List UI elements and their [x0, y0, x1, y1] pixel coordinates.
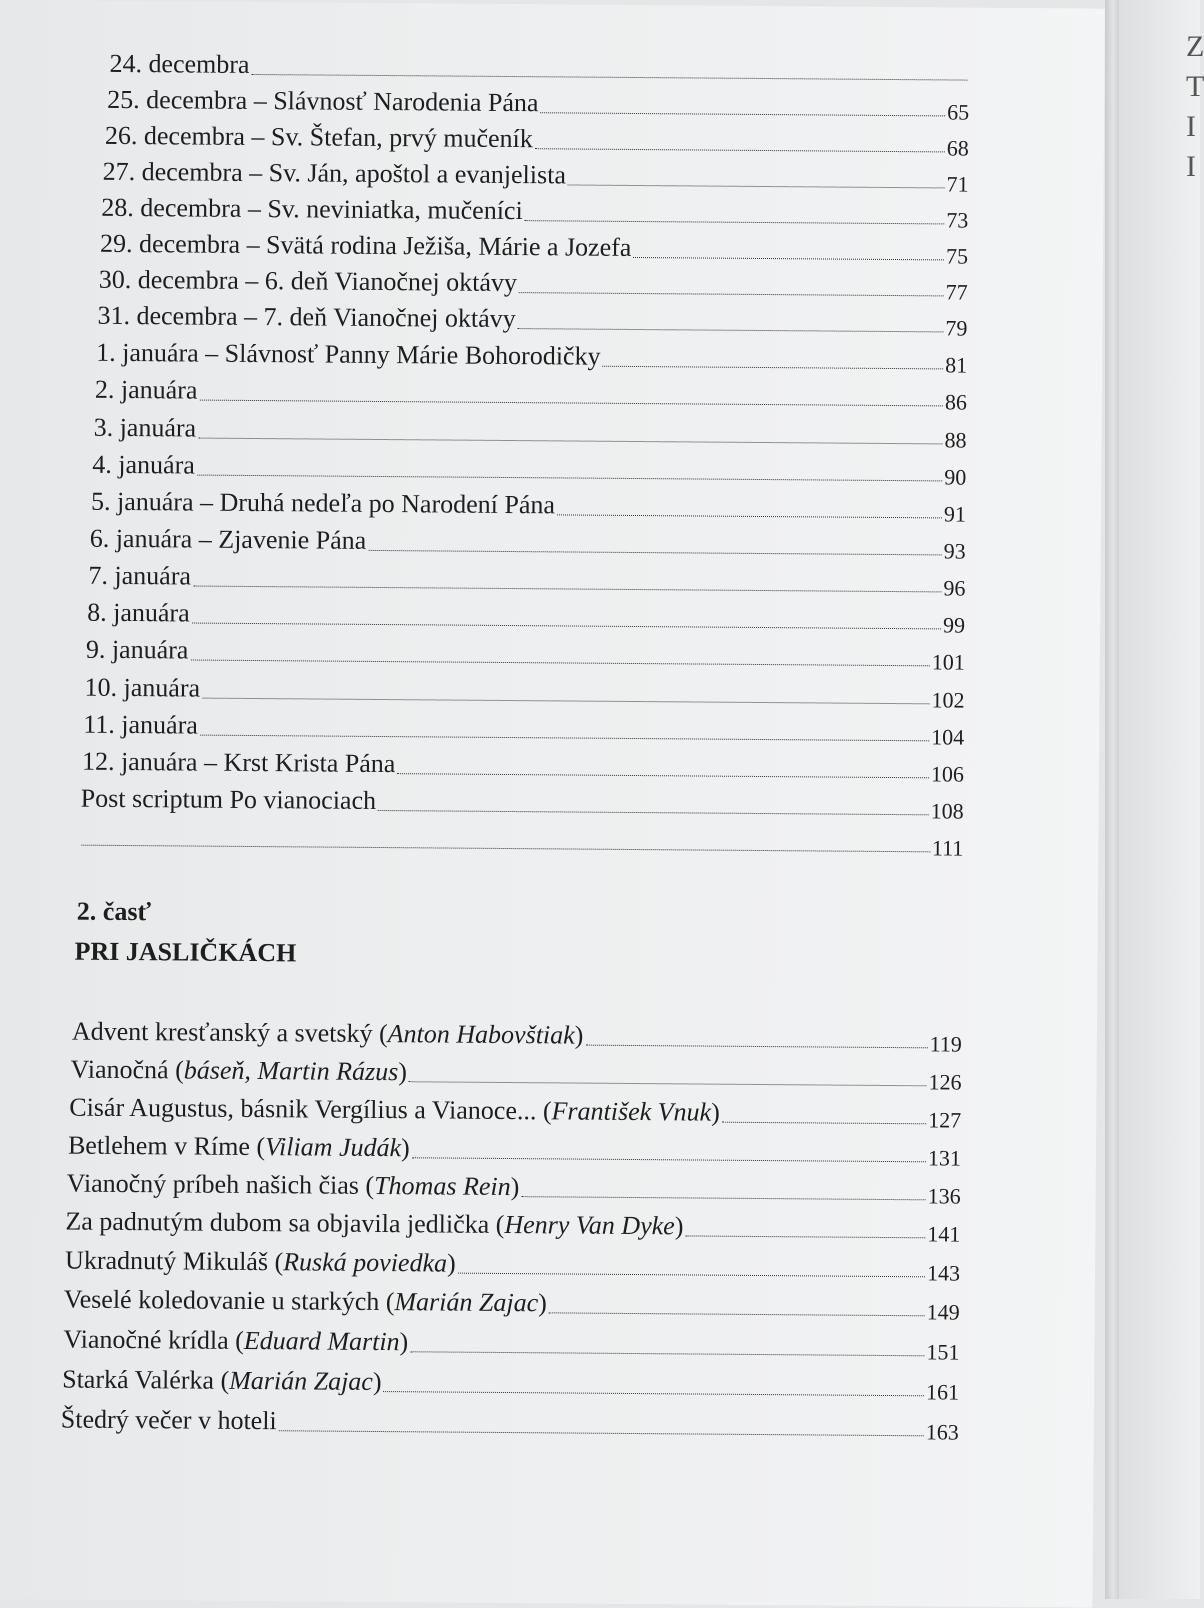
dot-leader [197, 475, 942, 482]
dot-leader [251, 74, 967, 81]
dot-leader [192, 623, 941, 630]
toc-entry-title: 27. decembra – Sv. Ján, apoštol a evanjelista [103, 157, 569, 191]
toc-entry-author: František Vnuk [551, 1096, 711, 1126]
toc-entry [94, 409, 967, 450]
toc-entry-page: 119 [928, 1029, 962, 1059]
toc-entry-title: Advent kresťanský a svetský (Anton Habovštiak) [72, 1017, 586, 1051]
toc-entry-page: 126 [926, 1067, 961, 1097]
toc-entry [107, 81, 969, 122]
next-page-glyph: I [1186, 150, 1196, 184]
toc-entry-page: 75 [944, 241, 968, 271]
toc-entry [88, 557, 965, 598]
toc-entry [70, 1051, 961, 1092]
toc-entry-page: 136 [926, 1181, 961, 1211]
part-label: 2. časť [77, 897, 151, 928]
toc-entry-title: 5. januára – Druhá nedeľa po Narodení Pána [91, 487, 557, 521]
toc-entry-page: 101 [930, 647, 965, 677]
toc-entry [68, 1127, 961, 1168]
toc-entry-page: 96 [941, 573, 965, 603]
toc-entry [82, 743, 964, 784]
toc-entry [62, 1361, 959, 1402]
dot-leader [722, 1122, 926, 1125]
dot-leader [397, 773, 929, 778]
toc-entry-title: Štedrý večer v hoteli [61, 1405, 279, 1437]
dot-leader [410, 1351, 924, 1356]
dot-leader [202, 698, 929, 705]
toc-entry-page: 86 [943, 387, 967, 417]
dot-leader [549, 1312, 925, 1316]
toc-entry [72, 1013, 962, 1054]
toc-entry [86, 631, 965, 672]
toc-entry [109, 45, 969, 86]
toc-entry [100, 225, 968, 266]
toc-entry-title: 12. januára – Krst Krista Pána [82, 747, 398, 779]
toc-entry [103, 153, 969, 194]
toc-entry [81, 780, 964, 821]
toc-entry-title: Ukradnutý Mikuláš (Ruská poviedka) [65, 1246, 458, 1279]
toc-entry-title: 1. januára – Slávnosť Panny Márie Bohorodičky [96, 338, 603, 372]
toc-entry [67, 1165, 961, 1206]
toc-entry-author: Anton Habovštiak [388, 1019, 575, 1049]
toc-entry-title: Vianočná (báseň, Martin Rázus) [70, 1055, 409, 1088]
toc-entry-page: 143 [925, 1258, 960, 1288]
toc-entry-page: 68 [945, 133, 969, 163]
dot-leader [458, 1273, 925, 1278]
toc-entry-author: báseň, Martin Rázus [184, 1055, 399, 1086]
toc-entry-page: 73 [944, 205, 968, 235]
toc-entry-author: Eduard Martin [244, 1326, 400, 1356]
toc-entry [96, 334, 967, 375]
toc-entry-author: Marián Zajac [229, 1366, 373, 1396]
toc-entry-page: 104 [929, 722, 964, 752]
toc-entry-page: 141 [925, 1219, 960, 1249]
toc-entry-page: 91 [942, 499, 966, 529]
toc-entry-title: 11. januára [83, 710, 200, 741]
dot-leader [198, 438, 942, 445]
toc-entry-author: Viliam Judák [265, 1132, 401, 1162]
next-page-glyph: I [1186, 110, 1196, 144]
dot-leader [585, 1045, 927, 1049]
toc-entry [92, 446, 966, 487]
dot-leader [279, 1430, 924, 1436]
toc-entry [83, 706, 964, 747]
toc-entry-title: Vianočné krídla (Eduard Martin) [63, 1325, 410, 1358]
toc-entry-page: 151 [924, 1337, 959, 1367]
toc-entry-title: 8. januára [87, 598, 192, 629]
toc-entry-title: Veselé koledovanie u starkých (Marián Zajac) [64, 1285, 549, 1319]
toc-entry [101, 189, 968, 230]
toc-entry [97, 297, 967, 338]
dot-leader [200, 735, 929, 742]
toc-entry-title: Vianočný príbeh našich čias (Thomas Rein) [67, 1169, 522, 1203]
toc-entry [63, 1321, 959, 1362]
toc-entry-page: 65 [945, 97, 969, 127]
toc-entry-title: 10. januára [84, 673, 202, 704]
toc-entry [87, 594, 965, 635]
dot-leader [199, 400, 942, 407]
toc-entry-title: 26. decembra – Sv. Štefan, prvý mučeník [105, 121, 535, 154]
toc-entry [69, 1089, 961, 1130]
dot-leader [384, 1391, 925, 1396]
dot-leader [193, 586, 941, 593]
toc-entry-page: 163 [924, 1417, 959, 1447]
next-page-glyph: T [1186, 70, 1204, 104]
toc-entry-title: Cisár Augustus, básnik Vergílius a Vianoce... (František Vnuk) [69, 1093, 722, 1128]
toc-entry-page: 161 [924, 1377, 959, 1407]
dot-leader [409, 1081, 927, 1086]
toc-entry-title: 6. januára – Zjavenie Pána [90, 524, 369, 556]
dot-leader [685, 1235, 925, 1238]
dot-leader [518, 328, 944, 332]
toc-entry-title: 3. januára [94, 413, 199, 444]
dot-leader [190, 660, 929, 667]
toc-entry-author: Marián Zajac [394, 1287, 538, 1317]
toc-entry-page: 81 [943, 350, 967, 380]
toc-entry-title: 9. januára [86, 635, 191, 666]
toc-entry-title: 4. januára [92, 450, 197, 481]
toc-entry-title: 28. decembra – Sv. neviniatka, mučeníci [101, 193, 525, 226]
dot-leader [519, 292, 944, 296]
toc-entry-title: Starká Valérka (Marián Zajac) [62, 1365, 384, 1398]
dot-leader [412, 1157, 926, 1162]
toc-entry-author: Ruská poviedka [283, 1247, 447, 1277]
toc-entry-page: 71 [944, 169, 968, 199]
toc-entry [90, 520, 966, 561]
toc-entry-page: 90 [942, 462, 966, 492]
toc-entry-title: Post scriptum Po vianociach [81, 784, 379, 816]
toc-entry-title: 29. decembra – Svätá rodina Ježiša, Márie a Jozefa [100, 229, 634, 263]
toc-entry-page: 108 [929, 796, 964, 826]
toc-entry-title: 30. decembra – 6. deň Vianočnej oktávy [99, 265, 519, 298]
toc-entry [79, 817, 963, 858]
dot-leader [378, 810, 929, 815]
toc-entry [65, 1203, 960, 1244]
toc-entry-page: 93 [942, 536, 966, 566]
toc-entry-page: 149 [925, 1297, 960, 1327]
toc-entry-title: 25. decembra – Slávnosť Narodenia Pána [107, 85, 541, 118]
toc-entry-title: 31. decembra – 7. deň Vianočnej oktávy [97, 301, 517, 334]
next-page-glyph: Z [1186, 30, 1204, 64]
dot-leader [535, 148, 945, 152]
toc-entry-title: 2. januára [95, 375, 200, 406]
toc-entry-page: 79 [943, 313, 967, 343]
toc-entry-title: 7. januára [88, 561, 193, 592]
dot-leader [525, 220, 945, 224]
toc-entry [84, 669, 964, 710]
toc-entry-title: 24. decembra [109, 49, 251, 80]
toc-entry-page: 111 [930, 833, 964, 863]
next-page [1119, 0, 1200, 1599]
dot-leader [602, 366, 943, 370]
toc-entry-title: Betlehem v Ríme (Viliam Judák) [68, 1131, 412, 1164]
dot-leader [540, 112, 945, 116]
toc-entry [91, 483, 966, 524]
toc-entry [61, 1401, 959, 1442]
toc-entry-page: 131 [926, 1143, 961, 1173]
toc-entry-title: Za padnutým dubom sa objavila jedlička (Henry Van Dyke) [65, 1207, 685, 1242]
toc-entry [65, 1242, 960, 1283]
part-heading: PRI JASLIČKÁCH [74, 937, 296, 969]
toc-entry [64, 1281, 960, 1322]
toc-entry-page: 77 [944, 277, 968, 307]
dot-leader [81, 845, 930, 853]
dot-leader [568, 184, 945, 188]
toc-entry [105, 117, 969, 158]
toc-entry-page: 106 [929, 759, 964, 789]
toc-entry-page: 99 [941, 610, 965, 640]
toc-entry [99, 261, 968, 302]
dot-leader [521, 1196, 925, 1200]
dot-leader [633, 257, 944, 260]
page-edge [1105, 0, 1119, 1599]
toc-entry-author: Thomas Rein [374, 1171, 511, 1201]
toc-entry-page: 127 [926, 1105, 961, 1135]
toc-entry-page: 102 [929, 685, 964, 715]
dot-leader [368, 550, 941, 556]
toc-entry-author: Henry Van Dyke [504, 1210, 675, 1240]
dot-leader [557, 514, 942, 518]
toc-entry [95, 371, 967, 412]
toc-entry-page: 88 [942, 425, 966, 455]
